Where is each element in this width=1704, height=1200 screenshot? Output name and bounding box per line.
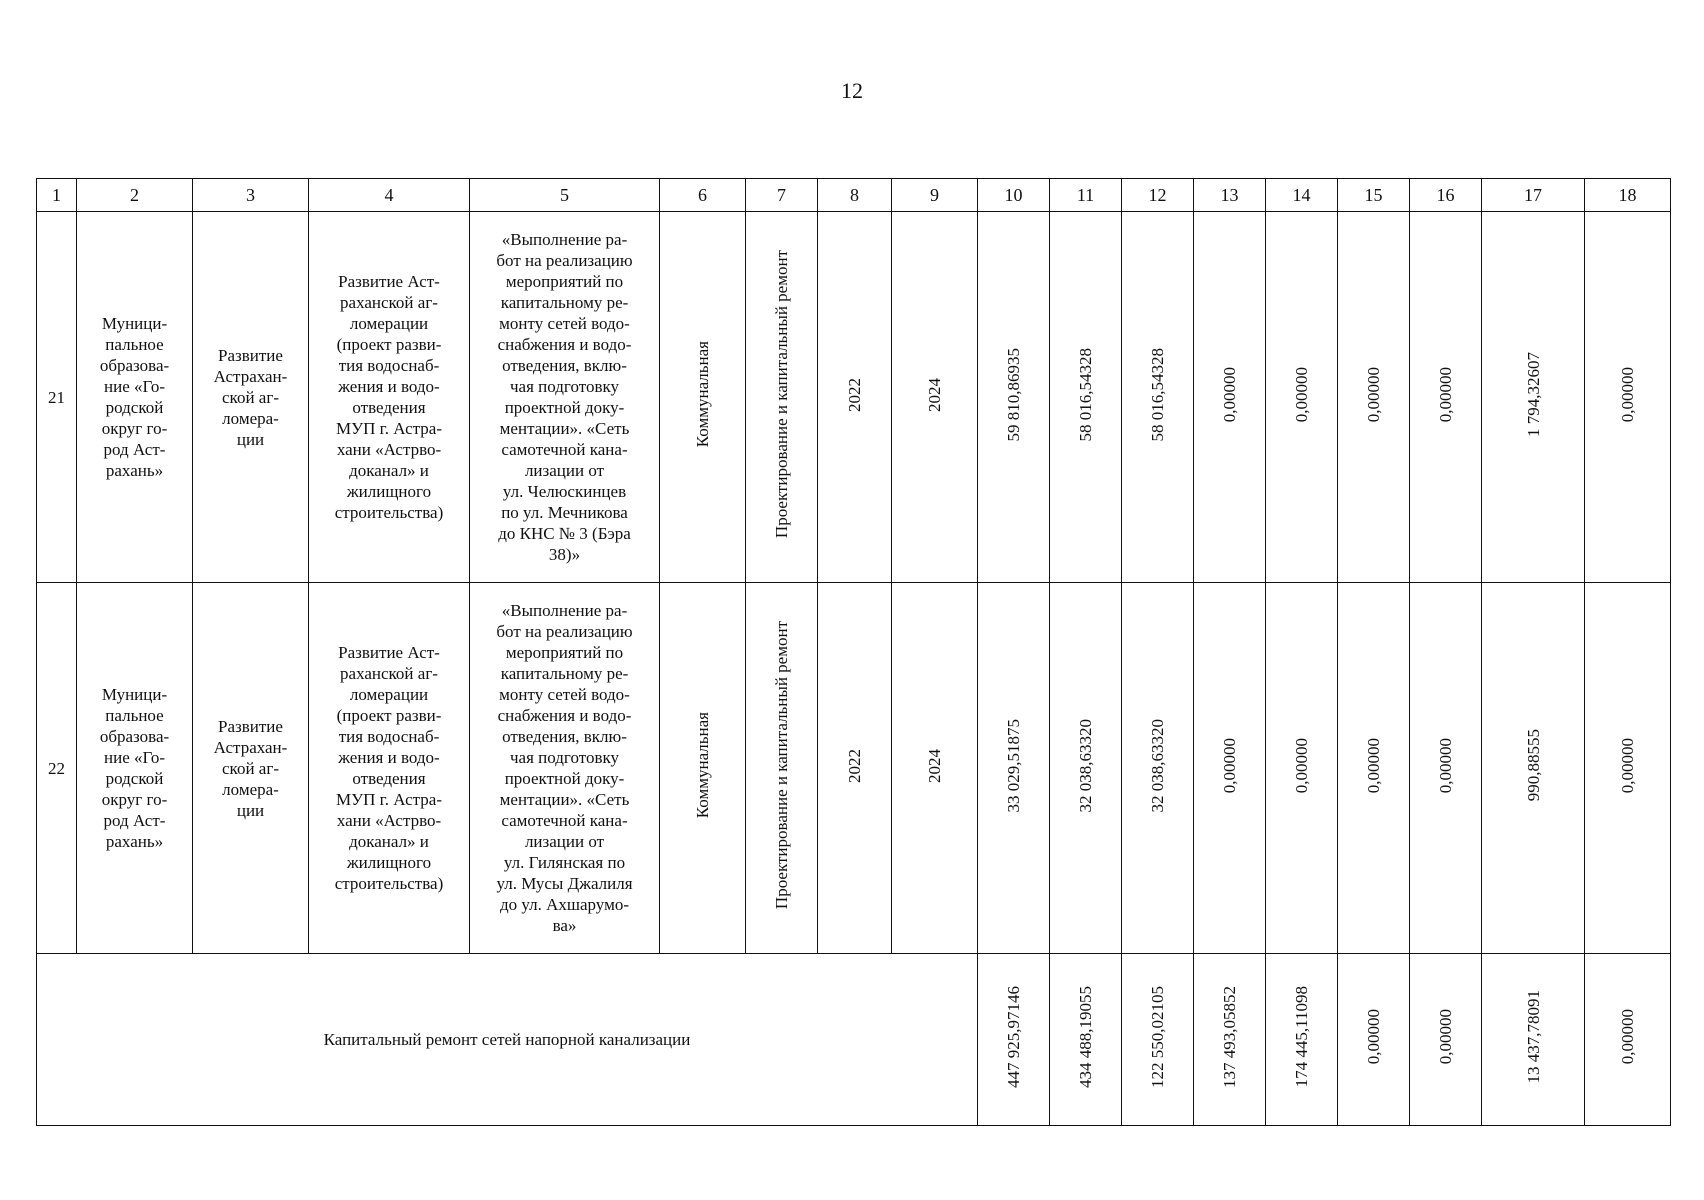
- column-number: 13: [1194, 179, 1266, 212]
- value: 0,00000: [1364, 366, 1383, 423]
- total-row: [37, 954, 1671, 1126]
- column-number: 9: [892, 179, 978, 212]
- column-number: 4: [309, 179, 470, 212]
- value: 0,00000: [1618, 366, 1637, 423]
- column-number: 7: [746, 179, 818, 212]
- end-year-cell: [892, 212, 978, 583]
- total-value: 174 445,11098: [1292, 986, 1311, 1088]
- value-cell: [1266, 212, 1338, 583]
- total-value-cell: [1410, 954, 1482, 1126]
- program-cell: Развитие Астрахан- ской аг- ломера- ции: [193, 212, 309, 583]
- value-cell: [1122, 212, 1194, 583]
- total-value-cell: [1585, 954, 1671, 1126]
- value: 0,00000: [1436, 737, 1455, 794]
- total-value: 434 488,19055: [1076, 986, 1095, 1088]
- value-cell: [1482, 583, 1585, 954]
- end-year: 2024: [925, 748, 944, 783]
- value: 1 794,32607: [1523, 352, 1543, 437]
- value: 32 038,63320: [1076, 718, 1095, 813]
- value-cell: [1194, 212, 1266, 583]
- value-cell: [1194, 583, 1266, 954]
- value-cell: [1410, 583, 1482, 954]
- value-cell: [1585, 212, 1671, 583]
- municipality-cell: Муници- пальное образова- ние «Го- родской округ го- род Аст- рахань»: [77, 583, 193, 954]
- total-label: Капитальный ремонт сетей напорной канализации: [37, 954, 978, 1126]
- value-cell: [1122, 583, 1194, 954]
- total-value: 13 437,78091: [1523, 990, 1543, 1084]
- sphere-cell: [660, 212, 746, 583]
- value: 0,00000: [1220, 737, 1239, 794]
- total-value: 137 493,05852: [1220, 986, 1239, 1088]
- project-cell: Развитие Аст- раханской аг- ломерации (проект разви- тия водоснаб- жения и водо- отведения МУП г. Астра- хани «Астрво- доканал» и жилищного строительства): [309, 583, 470, 954]
- column-number: 17: [1482, 179, 1585, 212]
- program-cell: Развитие Астрахан- ской аг- ломера- ции: [193, 583, 309, 954]
- value-cell: [1410, 212, 1482, 583]
- total-value-cell: [1194, 954, 1266, 1126]
- value: 58 016,54328: [1148, 347, 1167, 442]
- description-cell: «Выполнение ра- бот на реализацию мероприятий по капитальному ре- монту сетей водо- снабжения и водо- отведения, вклю- чая подготовку проектной доку- ментации». «Сеть самотечной кана- лизации от ул. Челюскинцев по ул. Мечникова до КНС № 3 (Бэра 38)»: [470, 212, 660, 583]
- column-number: 18: [1585, 179, 1671, 212]
- value: 0,00000: [1220, 366, 1239, 423]
- end-year: 2024: [925, 377, 944, 412]
- page-number: 12: [841, 78, 863, 103]
- municipality-cell: Муници- пальное образова- ние «Го- родской округ го- род Аст- рахань»: [77, 212, 193, 583]
- start-year: 2022: [845, 748, 864, 783]
- project-cell: Развитие Аст- раханской аг- ломерации (проект разви- тия водоснаб- жения и водо- отведения МУП г. Астра- хани «Астрво- доканал» и жилищного строительства): [309, 212, 470, 583]
- value-cell: [1266, 583, 1338, 954]
- total-value: 122 550,02105: [1148, 986, 1167, 1088]
- value-cell: [1338, 212, 1410, 583]
- work-type-text: Проектирование и капитальный ремонт: [772, 250, 791, 539]
- sphere-text: Коммунальная: [693, 341, 712, 448]
- work-type-cell: [746, 583, 818, 954]
- sphere-cell: [660, 583, 746, 954]
- total-value-cell: [1050, 954, 1122, 1126]
- value: 59 810,86935: [1004, 347, 1023, 442]
- total-value: 0,00000: [1618, 1009, 1637, 1065]
- work-type-cell: [746, 212, 818, 583]
- total-value: 447 925,97146: [1004, 986, 1023, 1088]
- total-value-cell: [978, 954, 1050, 1126]
- value-cell: [1050, 212, 1122, 583]
- value-cell: [978, 583, 1050, 954]
- column-number: 5: [470, 179, 660, 212]
- column-number: 1: [37, 179, 77, 212]
- column-number: 10: [978, 179, 1050, 212]
- value-cell: [1585, 583, 1671, 954]
- column-number-row: [37, 179, 1671, 212]
- total-value-cell: [1122, 954, 1194, 1126]
- value: 0,00000: [1364, 737, 1383, 794]
- value-cell: [1050, 583, 1122, 954]
- value: 0,00000: [1618, 737, 1637, 794]
- column-number: 8: [818, 179, 892, 212]
- value: 32 038,63320: [1148, 718, 1167, 813]
- description-cell: «Выполнение ра- бот на реализацию мероприятий по капитальному ре- монту сетей водо- снабжения и водо- отведения, вклю- чая подготовку проектной доку- ментации». «Сеть самотечной кана- лизации от ул. Гилянская по ул. Мусы Джалиля до ул. Ахшарумо- ва»: [470, 583, 660, 954]
- total-value: 0,00000: [1364, 1009, 1383, 1065]
- start-year-cell: [818, 583, 892, 954]
- value: 0,00000: [1292, 366, 1311, 423]
- column-number: 14: [1266, 179, 1338, 212]
- column-number: 2: [77, 179, 193, 212]
- value-cell: [1338, 583, 1410, 954]
- value-cell: [978, 212, 1050, 583]
- table-row: [37, 583, 1671, 954]
- column-number: 6: [660, 179, 746, 212]
- value: 990,88555: [1523, 729, 1543, 802]
- row-number: 22: [37, 583, 77, 954]
- value-cell: [1482, 212, 1585, 583]
- table-row: [37, 212, 1671, 583]
- total-value: 0,00000: [1436, 1009, 1455, 1065]
- value: 58 016,54328: [1076, 347, 1095, 442]
- total-value-cell: [1338, 954, 1410, 1126]
- value: 0,00000: [1292, 737, 1311, 794]
- column-number: 3: [193, 179, 309, 212]
- budget-table: [36, 178, 1671, 1126]
- column-number: 12: [1122, 179, 1194, 212]
- value: 0,00000: [1436, 366, 1455, 423]
- end-year-cell: [892, 583, 978, 954]
- row-number: 21: [37, 212, 77, 583]
- column-number: 15: [1338, 179, 1410, 212]
- total-value-cell: [1482, 954, 1585, 1126]
- total-value-cell: [1266, 954, 1338, 1126]
- sphere-text: Коммунальная: [693, 712, 712, 819]
- start-year-cell: [818, 212, 892, 583]
- column-number: 16: [1410, 179, 1482, 212]
- work-type-text: Проектирование и капитальный ремонт: [772, 621, 791, 910]
- start-year: 2022: [845, 377, 864, 412]
- value: 33 029,51875: [1004, 718, 1023, 813]
- column-number: 11: [1050, 179, 1122, 212]
